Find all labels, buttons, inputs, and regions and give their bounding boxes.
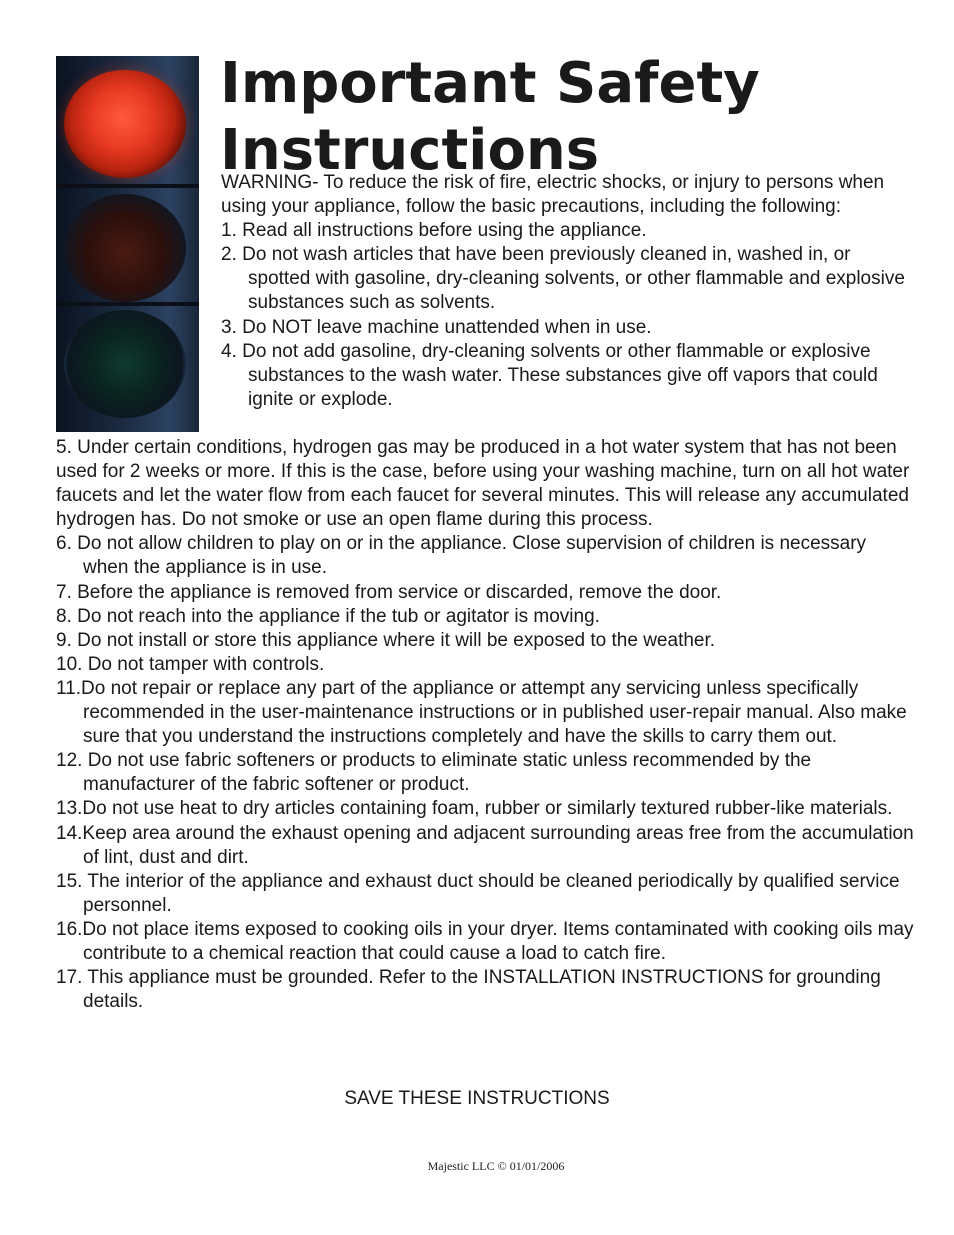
instruction-item: 12. Do not use fabric softeners or products to eliminate static unless recommended by the manufacturer of the fabric softener or product. — [56, 750, 812, 796]
instruction-item: 17. This appliance must be grounded. Refer to the INSTALLATION INSTRUCTIONS for grounding details. — [56, 967, 881, 1013]
instruction-item: 15. The interior of the appliance and exhaust duct should be cleaned periodically by qualified service personnel. — [56, 870, 900, 916]
instruction-item: 11.Do not repair or replace any part of the appliance or attempt any servicing unless specifically recommended in the user-maintenance instructions or in published user-repair manual. Also make sure that you understand the instructions completely and have the skills to carry them out. — [56, 677, 907, 748]
warning-text: WARNING- To reduce the risk of fire, electric shocks, or injury to persons when using your appliance, follow the basic precautions, including the following: — [221, 172, 885, 218]
lamp-divider — [56, 302, 199, 306]
instruction-item: 7. Before the appliance is removed from service or discarded, remove the door. — [56, 581, 722, 603]
traffic-light-icon — [56, 56, 199, 432]
instruction-item: 13.Do not use heat to dry articles containing foam, rubber or similarly textured rubber-like materials. — [56, 798, 893, 820]
green-lamp — [64, 310, 186, 418]
copyright-footer: Majestic LLC © 01/01/2006 — [427, 1159, 565, 1173]
title-line-1: Important Safety — [220, 51, 760, 116]
instruction-item: 4. Do not add gasoline, dry-cleaning solvents or other flammable or explosive substances to the wash water. These substances give off vapors that could ignite or explode. — [221, 340, 878, 410]
instruction-item: 1. Read all instructions before using the appliance. — [221, 220, 647, 242]
instruction-item: 9. Do not install or store this appliance where it will be exposed to the weather. — [56, 629, 716, 651]
upper-text-block — [221, 171, 911, 412]
instruction-item: 14.Keep area around the exhaust opening and adjacent surrounding areas free from the accumulation of lint, dust and dirt. — [56, 822, 914, 868]
instruction-item: 10. Do not tamper with controls. — [56, 653, 325, 675]
instruction-item: 2. Do not wash articles that have been previously cleaned in, washed in, or spotted with gasoline, dry-cleaning solvents, or other flammable and explosive substances such as solvents. — [221, 244, 905, 314]
instruction-item: 8. Do not reach into the appliance if the tub or agitator is moving. — [56, 605, 600, 627]
lamp-divider — [56, 184, 199, 188]
instruction-item: 3. Do NOT leave machine unattended when in use. — [221, 316, 652, 338]
instruction-item: 16.Do not place items exposed to cooking oils in your dryer. Items contaminated with cooking oils may contribute to a chemical reaction that could cause a load to catch fire. — [56, 918, 914, 964]
instruction-item: 5. Under certain conditions, hydrogen gas may be produced in a hot water system that has not been used for 2 weeks or more. If this is the case, before using your washing machine, turn on all hot water faucets and let the water flow from each faucet for several minutes. This will release any accumulated hydrogen has. Do not smoke or use an open flame during this process. — [56, 437, 910, 531]
title-line-2: Instructions — [220, 118, 600, 183]
amber-lamp — [64, 194, 186, 302]
instruction-item: 6. Do not allow children to play on or in the appliance. Close supervision of children is necessary when the appliance is in use. — [56, 533, 867, 579]
lower-text-block — [56, 436, 916, 1014]
red-lamp — [64, 70, 186, 178]
save-instructions-note: SAVE THESE INSTRUCTIONS — [344, 1088, 610, 1109]
page-title — [220, 50, 940, 184]
